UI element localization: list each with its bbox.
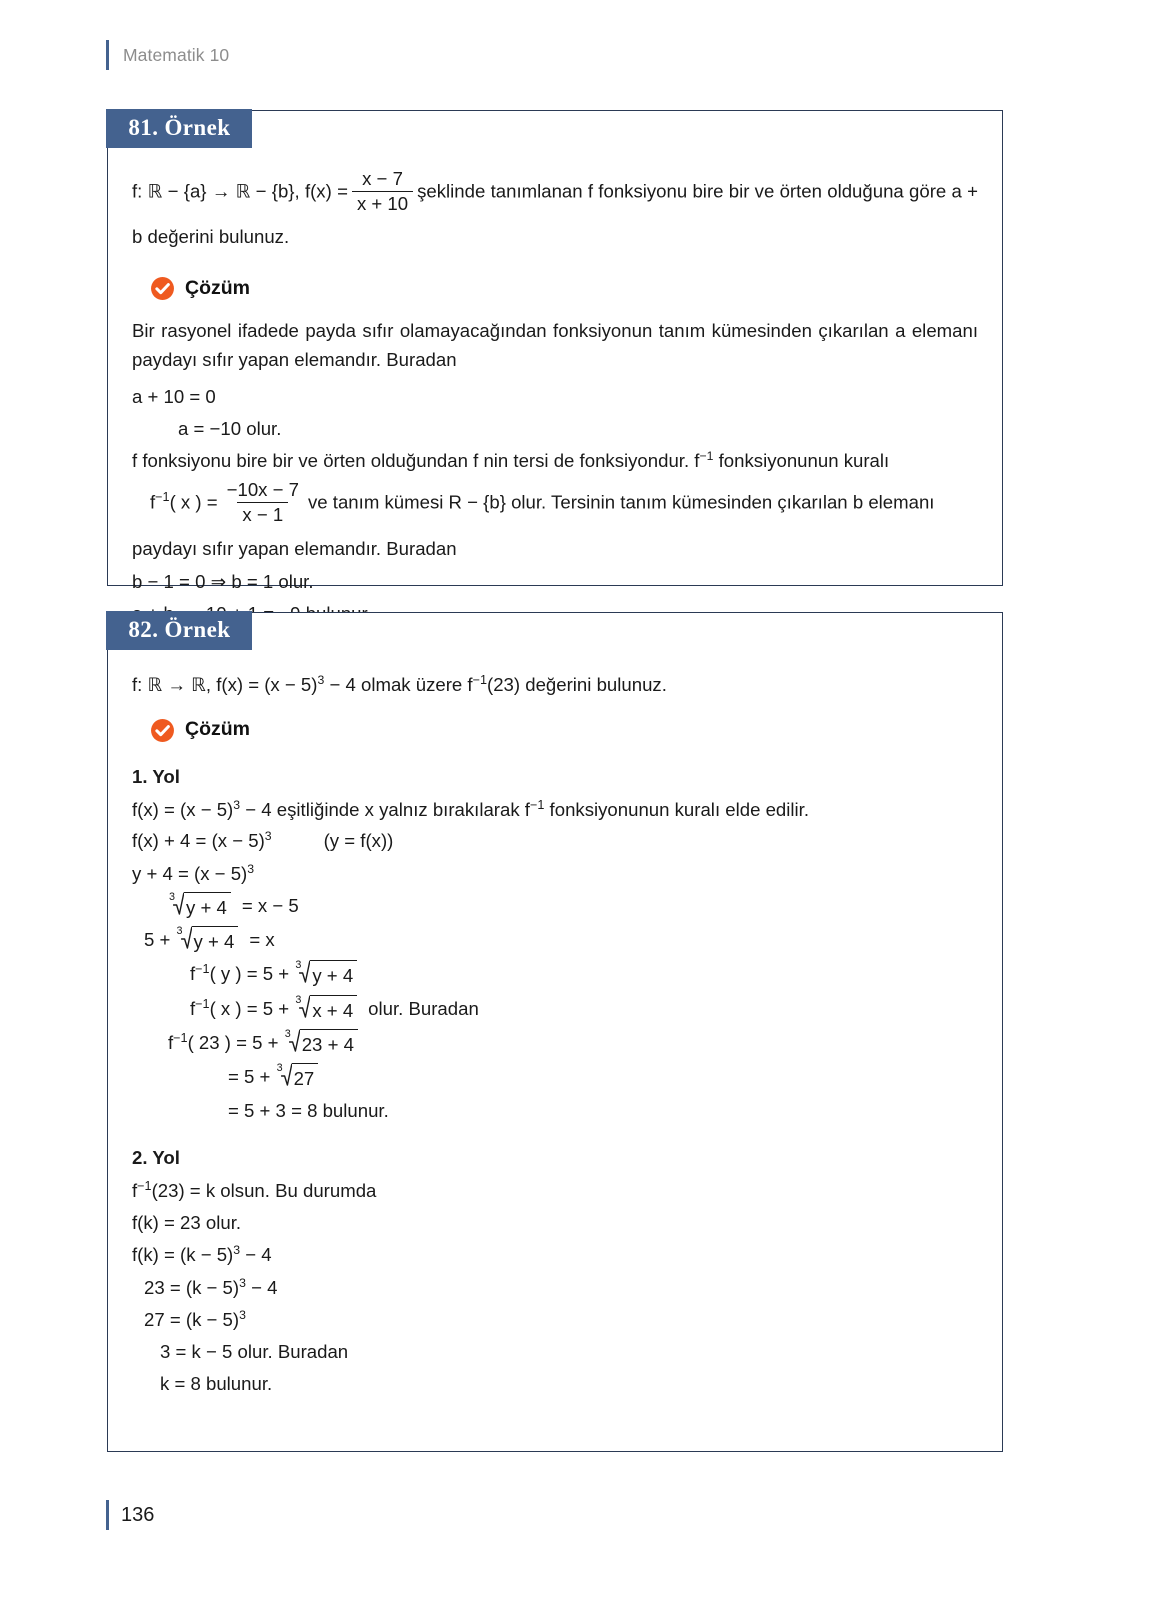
running-head-title: Matematik 10 xyxy=(123,44,230,65)
method-1-line-3 xyxy=(132,860,978,888)
example-box-82 xyxy=(107,612,1003,1452)
radical-sign-icon xyxy=(289,1029,300,1052)
problem-82-part-1: f: ℝ → ℝ, f(x) = (x − 5) xyxy=(132,674,318,695)
method-1-line-9-index: 3 xyxy=(276,1062,283,1075)
method-1-line-10: = 5 + 3 = 8 bulunur. xyxy=(228,1100,389,1122)
method-2-line-5-sup: 3 xyxy=(239,1307,246,1322)
method-2-title: 2. Yol xyxy=(132,1146,180,1168)
radical-sign-icon xyxy=(299,995,310,1018)
method-1-line-5-radicand: y + 4 xyxy=(192,926,239,956)
method-1-title: 1. Yol xyxy=(132,765,180,787)
page-number: 136 xyxy=(121,1503,155,1526)
example-81-inverse-fraction xyxy=(222,479,304,526)
method-2-line-4-sup: 3 xyxy=(239,1275,246,1290)
running-head xyxy=(106,40,229,70)
example-82-problem xyxy=(132,671,978,699)
example-81-text-3: paydayı sıfır yapan elemandır. Buradan xyxy=(132,538,457,560)
problem-82-part-2: − 4 olmak üzere f xyxy=(324,674,473,695)
cube-root-icon xyxy=(295,994,357,1024)
method-1-line-5 xyxy=(132,926,978,956)
cube-root-icon xyxy=(177,925,239,955)
problem-81-fraction xyxy=(352,168,413,215)
example-81-inverse-formula-line xyxy=(132,480,978,527)
method-1-line-8 xyxy=(132,1029,978,1059)
method-1-line-7-index: 3 xyxy=(295,993,302,1006)
method-1-line-2-a: f(x) + 4 = (x − 5) xyxy=(132,830,265,852)
example-81-inverse-numerator: −10x − 7 xyxy=(226,478,299,500)
method-1-line-8-index: 3 xyxy=(284,1027,291,1040)
example-81-inverse-denominator: x − 1 xyxy=(237,502,288,526)
example-81-inverse-arg: ( x ) = xyxy=(169,490,218,512)
problem-81-prefix: f: ℝ − {a} → ℝ − {b}, f(x) = xyxy=(132,180,348,202)
example-81-tab-label: 81. Örnek xyxy=(106,109,252,148)
example-81-step-2: a = −10 olur. xyxy=(178,418,282,440)
method-2-line-2: f(k) = 23 olur. xyxy=(132,1212,242,1234)
problem-82-exponent-1: 3 xyxy=(317,672,325,687)
example-81-text-2-a: f fonksiyonu bire bir ve örten olduğundan f nin tersi de fonksiyondur. f xyxy=(132,450,700,472)
method-1-line-4-radicand: y + 4 xyxy=(184,892,231,922)
method-1-line-2-sup: 3 xyxy=(264,829,272,844)
method-1-line-8-f: f xyxy=(168,1031,174,1053)
method-1-line-1-sup: 3 xyxy=(233,797,241,812)
method-1-line-6-arg: ( y ) = 5 + xyxy=(209,963,290,985)
problem-81-suffix: şeklinde tanımlanan f fonksiyonu bire bir ve örten olduğuna göre a + b değerini bulunuz. xyxy=(132,180,978,247)
example-82-body xyxy=(108,613,1002,1419)
check-circle-icon xyxy=(150,276,175,301)
method-2-line-4 xyxy=(132,1274,978,1302)
method-1-line-3-sup: 3 xyxy=(247,861,255,876)
radical-sign-icon xyxy=(299,960,310,983)
method-1-line-2-note: (y = f(x)) xyxy=(323,830,394,852)
example-81-solution-heading xyxy=(150,274,978,304)
example-box-81 xyxy=(107,110,1003,592)
method-2-line-5-a: 27 = (k − 5) xyxy=(144,1308,240,1330)
method-1-line-9-head: = 5 + xyxy=(228,1066,271,1088)
method-1-line-7-radicand: x + 4 xyxy=(310,995,357,1025)
example-81-text-2-c: fonksiyonunun kuralı xyxy=(713,450,890,472)
example-81-inverse-f: f xyxy=(150,490,156,512)
problem-81-fraction-denominator: x + 10 xyxy=(352,191,413,215)
method-1-line-6-f: f xyxy=(190,963,196,985)
method-1-line-4 xyxy=(132,892,978,922)
method-1-line-5-tail: = x xyxy=(249,929,275,951)
example-81-text-1: Bir rasyonel ifadede payda sıfır olamayacağından fonksiyonun tanım kümesinden çıkarılan a elemanı paydayı sıfır yapan elemandır. Buradan xyxy=(132,320,978,370)
method-2-line-1-f: f xyxy=(132,1179,138,1201)
method-1-line-5-head: 5 + xyxy=(144,929,171,951)
method-1-line-7-sup: −1 xyxy=(195,996,210,1011)
method-1-line-7-f: f xyxy=(190,997,196,1019)
header-accent-bar xyxy=(106,40,109,70)
method-1-line-2 xyxy=(132,827,978,855)
method-2-line-1-sup: −1 xyxy=(137,1178,152,1193)
method-2-line-4-b: − 4 xyxy=(245,1276,278,1298)
method-2-line-5 xyxy=(132,1306,978,1334)
cube-root-icon xyxy=(169,891,231,921)
method-1-line-4-index: 3 xyxy=(169,890,175,903)
method-2-line-1-rest: (23) = k olsun. Bu durumda xyxy=(151,1179,377,1201)
example-81-inverse-exponent: −1 xyxy=(155,489,170,504)
example-82-solution-label: Çözüm xyxy=(185,718,250,741)
radical-sign-icon xyxy=(181,926,192,949)
example-81-step-3: b − 1 = 0 ⇒ b = 1 olur. xyxy=(132,570,314,592)
method-2-line-3-a: f(k) = (k − 5) xyxy=(132,1244,234,1266)
example-81-step-1: a + 10 = 0 xyxy=(132,385,216,407)
example-81-inverse-tail: ve tanım kümesi R − {b} olur. Tersinin tanım kümesinden çıkarılan b elemanı xyxy=(308,490,935,512)
method-1-line-1-sup2: −1 xyxy=(529,797,545,812)
method-1-line-6-radicand: y + 4 xyxy=(310,960,357,990)
method-2-line-1 xyxy=(132,1177,978,1205)
problem-82-part-3: (23) değerini bulunuz. xyxy=(487,674,667,695)
check-circle-icon xyxy=(150,718,175,743)
radical-sign-icon xyxy=(281,1063,292,1086)
method-1-line-8-arg: ( 23 ) = 5 + xyxy=(187,1031,279,1053)
method-1-line-8-radicand: 23 + 4 xyxy=(300,1029,358,1059)
method-2-line-3-sup: 3 xyxy=(233,1243,241,1258)
cube-root-icon xyxy=(277,1062,319,1092)
footer-accent-bar xyxy=(106,1500,109,1530)
method-1-line-7-arg: ( x ) = 5 + xyxy=(209,997,290,1019)
method-1-line-7-tail: olur. Buradan xyxy=(368,997,479,1019)
method-1-line-7 xyxy=(132,995,978,1025)
method-1-line-1-c: fonksiyonunun kuralı elde edilir. xyxy=(544,799,809,821)
example-81-solution-label: Çözüm xyxy=(185,276,250,299)
method-2-line-4-a: 23 = (k − 5) xyxy=(144,1276,240,1298)
method-2-line-3 xyxy=(132,1241,978,1269)
method-1-line-8-sup: −1 xyxy=(173,1030,188,1045)
problem-81-fraction-numerator: x − 7 xyxy=(362,168,403,189)
example-82-tab-label: 82. Örnek xyxy=(106,611,252,650)
method-1-line-5-index: 3 xyxy=(176,925,183,938)
method-1-line-6-index: 3 xyxy=(295,959,302,972)
example-81-body xyxy=(108,111,1002,648)
page-footer xyxy=(106,1500,154,1530)
method-1-line-1-b: − 4 eşitliğinde x yalnız bırakılarak f xyxy=(240,799,530,821)
method-1-line-6-sup: −1 xyxy=(195,962,210,977)
method-1-line-9-radicand: 27 xyxy=(292,1063,319,1093)
method-1-line-6 xyxy=(132,960,978,990)
cube-root-icon xyxy=(285,1028,358,1058)
cube-root-icon xyxy=(295,959,357,989)
method-1-line-9 xyxy=(132,1063,978,1093)
method-1-line-1-a: f(x) = (x − 5) xyxy=(132,799,234,821)
example-81-text-2 xyxy=(132,447,978,475)
method-1-line-4-tail: = x − 5 xyxy=(241,894,299,916)
method-1-line-1 xyxy=(132,796,978,824)
method-2-line-7: k = 8 bulunur. xyxy=(160,1373,273,1395)
method-2-line-3-b: − 4 xyxy=(240,1244,272,1266)
radical-sign-icon xyxy=(173,892,184,915)
problem-82-exponent-2: −1 xyxy=(472,672,488,687)
example-81-text-2-sup: −1 xyxy=(699,449,714,464)
method-1-line-3-a: y + 4 = (x − 5) xyxy=(132,862,248,884)
example-81-problem xyxy=(132,169,978,258)
method-2-line-6: 3 = k − 5 olur. Buradan xyxy=(160,1341,349,1363)
example-82-solution-heading xyxy=(150,715,978,745)
